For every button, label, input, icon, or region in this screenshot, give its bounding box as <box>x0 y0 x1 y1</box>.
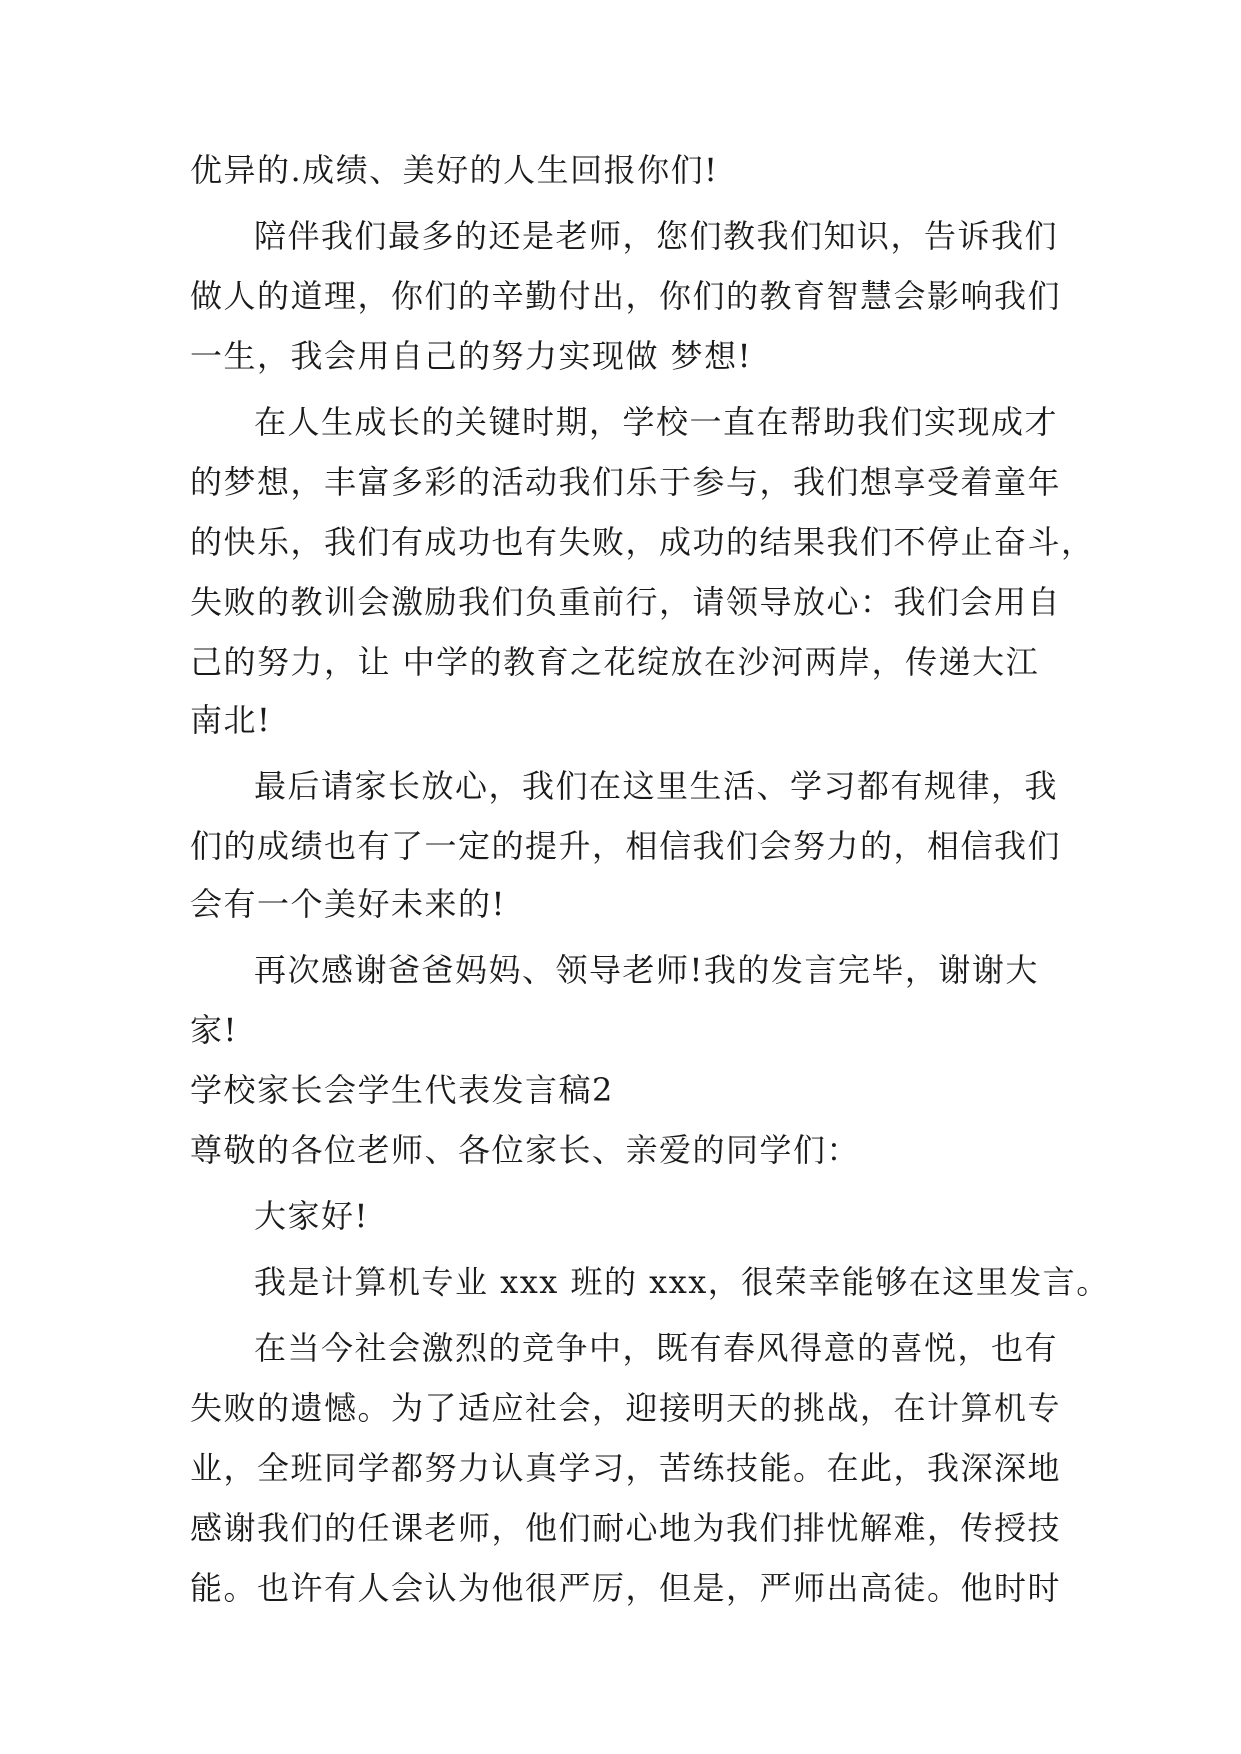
text-line: 优异的.成绩、美好的人生回报你们! <box>190 151 719 189</box>
text-line: 家! <box>190 1011 238 1049</box>
text-line: 能。也许有人会认为他很严厉，但是，严师出高徒。他时时 <box>190 1569 1062 1607</box>
text-line: 陪伴我们最多的还是老师，您们教我们知识，告诉我们 <box>254 217 1059 255</box>
text-line: 感谢我们的任课老师，他们耐心地为我们排忧解难，传授技 <box>190 1509 1062 1547</box>
text-line: 一生，我会用自己的努力实现做 梦想! <box>190 337 753 375</box>
text-line: 在人生成长的关键时期，学校一直在帮助我们实现成才 <box>254 403 1059 441</box>
salutation: 尊敬的各位老师、各位家长、亲爱的同学们： <box>190 1131 861 1169</box>
text-line: 在当今社会激烈的竞争中，既有春风得意的喜悦，也有 <box>254 1329 1059 1367</box>
text-line: 会有一个美好未来的! <box>190 885 506 923</box>
text-line: 己的努力，让 中学的教育之花绽放在沙河两岸，传递大江 <box>190 643 1040 681</box>
text-line: 业，全班同学都努力认真学习，苦练技能。在此，我深深地 <box>190 1449 1062 1487</box>
text-line: 最后请家长放心，我们在这里生活、学习都有规律，我 <box>254 767 1059 805</box>
text-line: 失败的遗憾。为了适应社会，迎接明天的挑战，在计算机专 <box>190 1389 1062 1427</box>
greeting: 大家好! <box>254 1197 369 1235</box>
text-line: 做人的道理，你们的辛勤付出，你们的教育智慧会影响我们 <box>190 277 1062 315</box>
text-line: 的快乐，我们有成功也有失败，成功的结果我们不停止奋斗， <box>190 523 1095 561</box>
text-line: 再次感谢爸爸妈妈、领导老师!我的发言完毕，谢谢大 <box>254 951 1039 989</box>
section-title: 学校家长会学生代表发言稿2 <box>190 1071 614 1109</box>
text-line: 的梦想，丰富多彩的活动我们乐于参与，我们想享受着童年 <box>190 463 1062 501</box>
text-line: 南北! <box>190 701 272 739</box>
text-line: 我是计算机专业 xxx 班的 xxx，很荣幸能够在这里发言。 <box>254 1263 1110 1301</box>
text-line: 失败的教训会激励我们负重前行，请领导放心：我们会用自 <box>190 583 1062 621</box>
text-line: 们的成绩也有了一定的提升，相信我们会努力的，相信我们 <box>190 827 1062 865</box>
